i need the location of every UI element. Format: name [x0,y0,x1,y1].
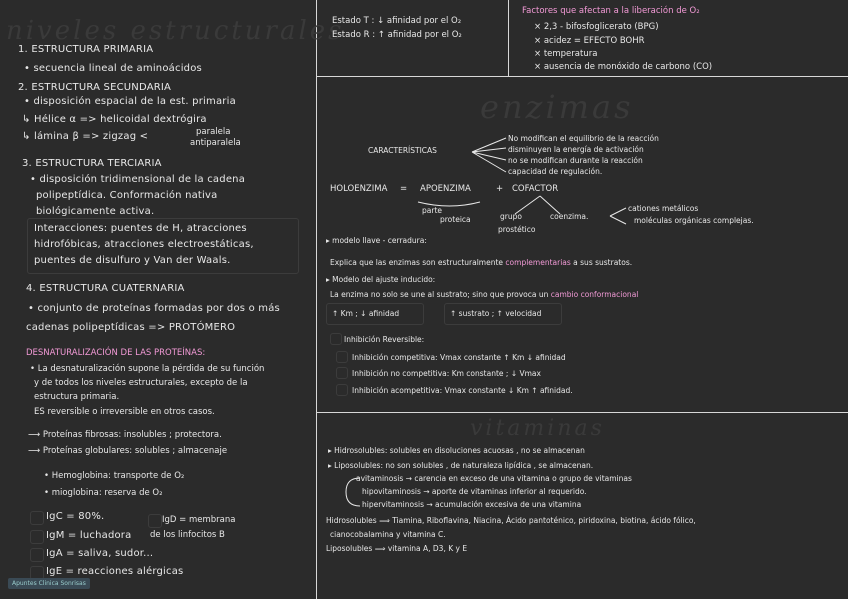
sheet-parallel: paralela [196,127,231,137]
inhib-box-1 [330,333,342,345]
lipo-list: Liposolubles ⟹ vitamina A, D3, K y E [326,544,468,553]
secondary-heading: 2. ESTRUCTURA SECUNDARIA [18,82,172,93]
hemoglobin-line: • Hemoglobina: transporte de O₂ [44,471,185,481]
globular-line: ⟶ Proteínas globulares: solubles ; almacenaje [28,446,228,456]
quaternary-line1: • conjunto de proteínas formadas por dos o más [28,303,280,314]
hydro-list-1: Hidrosolubles ⟹ Tiamina, Riboflavina, Niacina, Ácido pantoténico, piridoxina, biotina, ácido fólico, [326,516,696,525]
equals-sign: = [400,184,408,194]
igc-box [30,511,44,525]
parte-label: parte [422,206,442,215]
inhib-uncompetitive: Inhibición acompetitiva: Vmax constante ↓ Km ↑ afinidad. [352,386,573,395]
hipovitaminosis: hipovitaminosis → aporte de vitaminas inferior al requerido. [362,487,587,496]
primary-heading: 1. ESTRUCTURA PRIMARIA [18,44,154,55]
char-4: capacidad de regulación. [508,167,603,176]
tertiary-heading: 3. ESTRUCTURA TERCIARIA [22,158,162,169]
denat-line1: • La desnaturalización supone la pérdida de su función [30,364,265,374]
characteristics-brace [470,134,510,178]
cofactor-b: moléculas orgánicas complejas. [634,216,754,225]
myoglobin-line: • mioglobina: reserva de O₂ [44,488,163,498]
lipo-line: ▸ Liposolubles: no son solubles , de naturaleza lipídica , se almacenan. [328,461,594,470]
igd-line2: de los linfocitos B [150,530,225,540]
vertical-divider [316,0,317,599]
state-r: Estado R : ↑ afinidad por el O₂ [332,30,462,40]
factors-heading: Factores que afectan a la liberación de O₂ [522,6,700,16]
proteica-label: proteica [440,215,471,224]
watermark-badge: Apuntes Clinica Sonrisas [8,578,90,589]
prostetico-label: prostético [498,225,536,234]
lock-heading: ▸ modelo llave - cerradura: [326,236,427,245]
secondary-line: • disposición espacial de la est. primaria [24,96,236,107]
apoenzyme-label: APOENZIMA [420,184,471,194]
quaternary-line2: cadenas polipeptídicas => PROTÓMERO [26,322,236,333]
inhib-competitive: Inhibición competitiva: Vmax constante ↑ Km ↓ afinidad [352,353,566,362]
tertiary-line2: polipeptídica. Conformación nativa [36,190,218,201]
factor-4: × ausencia de monóxido de carbono (CO) [534,62,713,72]
char-1: No modifican el equilibrio de la reacción [508,134,659,143]
fit-text: La enzima no solo se une al sustrato; sino que provoca un cambio conformacional [330,290,639,299]
fibrous-line: ⟶ Proteínas fibrosas: insolubles ; protectora. [28,430,222,440]
middle-divider [316,412,848,413]
igd-box [148,514,162,528]
cofactor-brace [608,204,630,226]
ige-line: IgE = reacciones alérgicas [46,566,184,577]
denat-heading: DESNATURALIZACIÓN DE LAS PROTEÍNAS: [26,348,206,358]
inhib-box-3 [336,367,348,379]
avitaminosis: avitaminosis → carencia en exceso de una vitamina o grupo de vitaminas [356,474,632,483]
factor-2: × acidez = EFECTO BOHR [534,36,645,46]
tertiary-line3: biológicamente activa. [36,206,155,217]
denat-line2: y de todos los niveles estructurales, excepto de la [34,378,248,388]
coenzima-label: coenzima. [550,212,589,221]
igm-box [30,530,44,544]
inhib-noncompetitive: Inhibición no competitiva: Km constante ; ↓ Vmax [352,369,541,378]
denat-line4: ES reversible o irreversible en otros casos. [34,407,215,417]
interactions-line1: Interacciones: puentes de H, atracciones [34,223,247,234]
quaternary-heading: 4. ESTRUCTURA CUATERNARIA [26,283,185,294]
char-2: disminuyen la energía de activación [508,145,644,154]
top-divider [316,76,848,77]
cofactor-a: cationes metálicos [628,204,699,213]
left-title: niveles estructurales [6,16,345,46]
hipervitaminosis: hipervitaminosis → acumulación excesiva de una vitamina [362,500,582,509]
tertiary-line1: • disposición tridimensional de la cadena [30,174,246,185]
plus-sign: + [496,184,504,194]
sheet-line: ↳ lámina β => zigzag < [22,131,149,142]
substrate-text: ↑ sustrato ; ↑ velocidad [450,309,542,318]
primary-line: • secuencia lineal de aminoácidos [24,63,202,74]
lock-text: Explica que las enzimas son estructuralmente complementarias a sus sustratos. [330,258,633,267]
fit-heading: ▸ Modelo del ajuste inducido: [326,275,436,284]
denat-line3: estructura primaria. [34,392,120,402]
grupo-label: grupo [500,212,522,221]
vitamins-title: vitaminas [470,416,605,441]
cofactor-label: COFACTOR [512,184,559,194]
helix-line: ↳ Hélice α => helicoidal dextrógira [22,114,207,125]
state-t: Estado T : ↓ afinidad por el O₂ [332,16,462,26]
sheet-antiparallel: antiparalela [190,138,241,148]
char-3: no se modifican durante la reacción [508,156,643,165]
enzymes-title: enzimas [480,88,634,126]
igd-line: IgD = membrana [162,515,236,525]
characteristics-label: CARACTERÍSTICAS [368,146,437,155]
km-text: ↑ Km ; ↓ afinidad [332,309,400,318]
holoenzyme-label: HOLOENZIMA [330,184,388,194]
factor-1: × 2,3 - bifosfoglicerato (BPG) [534,22,659,32]
igc-line: IgC = 80%. [46,511,105,522]
igm-line: IgM = luchadora [46,530,132,541]
hydro-list-2: cianocobalamina y vitamina C. [330,530,446,539]
factor-3: × temperatura [534,49,598,59]
top-mid-divider [508,0,509,76]
interactions-line2: hidrofóbicas, atracciones electroestáticas, [34,239,254,250]
inhib-box-4 [336,384,348,396]
inhib-heading: Inhibición Reversible: [344,335,425,344]
iga-line: IgA = saliva, sudor... [46,548,154,559]
inhib-box-2 [336,351,348,363]
interactions-line3: puentes de disulfuro y Van der Waals. [34,255,231,266]
iga-box [30,548,44,562]
hydro-line: ▸ Hidrosolubles: solubles en disoluciones acuosas , no se almacenan [328,446,585,455]
